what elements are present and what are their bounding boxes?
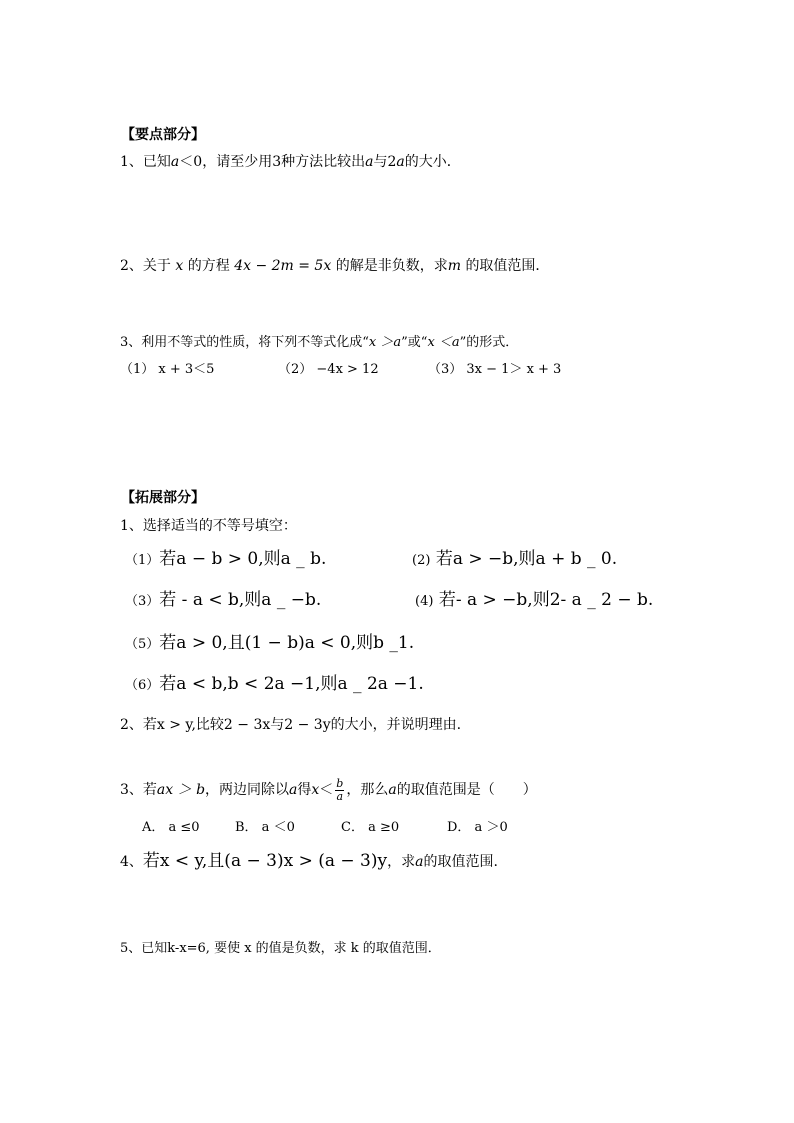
question-2-1-item-4: (4) 若- a > −b,则2- a _ 2 − b. bbox=[415, 590, 654, 610]
question-2-1-item-3: （3）若 - a < b,则a _ −b. bbox=[125, 590, 322, 610]
option-d: D． a ＞0 bbox=[447, 820, 508, 835]
question-2-1-item-2: (2) 若a > −b,则a + b _ 0. bbox=[412, 549, 618, 569]
question-2-1-item-5: （5）若a > 0,且(1 − b)a < 0,则b _1. bbox=[125, 633, 415, 653]
question-2-3: 3、若ax ＞ b，两边同除以a得x＜ $\frac{b}{a}$ ，那么a的取值范围是（ ） bbox=[120, 777, 537, 803]
question-2-1-item-6: （6）若a < b,b < 2a −1,则a _ 2a −1. bbox=[125, 674, 424, 694]
option-c: C． a ≥0 bbox=[341, 820, 400, 835]
section-heading-extension: 【拓展部分】 bbox=[121, 490, 205, 506]
question-1-3: 3、利用不等式的性质，将下列不等式化成“x ＞a”或“x ＜a”的形式． bbox=[120, 335, 519, 350]
question-2-5: 5、已知k-x=6, 要使 x 的值是负数，求 k 的取值范围． bbox=[120, 941, 441, 956]
question-2-2: 2、若x > y,比较2 − 3x与2 − 3y的大小，并说明理由. bbox=[120, 717, 462, 733]
question-1-2: 2、关于 x 的方程 4x − 2m = 5x 的解是非负数，求m 的取值范围． bbox=[120, 258, 550, 274]
question-2-4: 4、若x < y,且(a − 3)x > (a − 3)y，求a的取值范围. bbox=[120, 851, 498, 871]
section-heading-key-points: 【要点部分】 bbox=[121, 127, 205, 143]
question-1-3-item-1: （1） x + 3＜5 bbox=[120, 362, 215, 377]
option-b: B． a ＜0 bbox=[235, 820, 295, 835]
fraction-b-over-a: $\frac{b}{a}$ bbox=[336, 777, 344, 803]
question-1-3-item-3: （3） 3x − 1＞ x + 3 bbox=[428, 362, 562, 377]
equation: 4x − 2m = 5x bbox=[234, 258, 332, 274]
question-2-1-stem: 1、选择适当的不等号填空： bbox=[120, 518, 297, 534]
question-1-3-item-2: （2） −4x > 12 bbox=[278, 362, 379, 377]
question-2-1-item-1: （1）若a − b > 0,则a _ b. bbox=[125, 549, 327, 569]
question-1-1: 1、已知a＜0，请至少用3种方法比较出a与2a的大小． bbox=[120, 154, 461, 170]
option-a: A． a ≤0 bbox=[142, 820, 200, 835]
